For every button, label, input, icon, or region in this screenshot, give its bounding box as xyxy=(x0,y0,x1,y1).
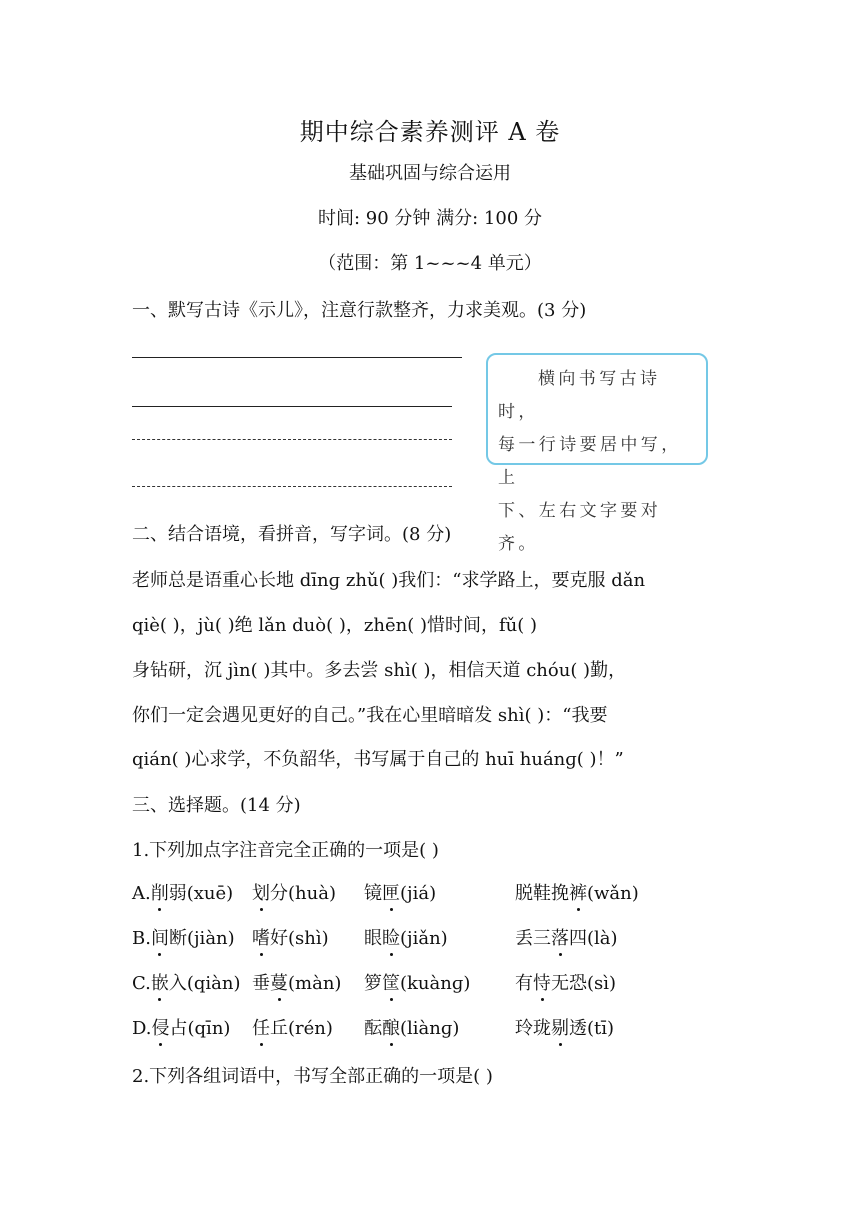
question-1: 1.下列加点字注音完全正确的一项是( ) xyxy=(132,840,439,861)
option-a-item-2: 划分(huà) xyxy=(252,879,336,905)
page-title: 期中综合素养测评 A 卷 xyxy=(299,118,561,146)
writing-tip-box xyxy=(486,353,708,554)
section2-line-2: qiè( )，jù( )绝 lǎn duò( )，zhēn( )惜时间，fǔ( ) xyxy=(132,615,537,636)
writing-line-3[interactable] xyxy=(132,439,452,440)
option-a-item-4: 脱鞋挽裤(wǎn) xyxy=(515,879,639,905)
option-c-item-4: 有恃无恐(sì) xyxy=(515,969,616,995)
option-b-item-2: 嗜好(shì) xyxy=(252,924,329,950)
writing-line-2[interactable] xyxy=(132,406,452,407)
tip-line-1: 横向书写古诗时， xyxy=(498,369,661,422)
option-d-item-2: 任丘(rén) xyxy=(252,1014,333,1040)
option-d-item-1[interactable]: D.侵占(qīn) xyxy=(132,1014,230,1040)
exam-scope: （范围：第 1~~~4 单元） xyxy=(318,253,542,274)
section2-line-3: 身钻研，沉 jìn( )其中。多去尝 shì( )，相信天道 chóu( )勤， xyxy=(132,660,627,681)
tip-line-3: 下、左右文字要对齐。 xyxy=(498,501,662,554)
writing-line-4[interactable] xyxy=(132,486,452,487)
section2-line-1: 老师总是语重心长地 dīnɡ zhǔ( )我们：“求学路上，要克服 dǎn xyxy=(132,570,646,591)
exam-time-score: 时间: 90 分钟 满分: 100 分 xyxy=(318,208,542,229)
option-c-item-2: 垂蔓(màn) xyxy=(252,969,341,995)
option-b-item-4: 丢三落四(là) xyxy=(515,924,618,950)
section3-heading: 三、选择题。(14 分) xyxy=(132,795,301,816)
option-c-item-3: 箩筐(kuànɡ) xyxy=(364,969,470,995)
option-d-item-3: 酝酿(liànɡ) xyxy=(364,1014,459,1040)
section2-line-5: qián( )心求学，不负韶华，书写属于自己的 huī huánɡ( )！” xyxy=(132,749,624,770)
section1-heading: 一、默写古诗《示儿》，注意行款整齐，力求美观。(3 分) xyxy=(132,300,587,321)
question-2: 2.下列各组词语中，书写全部正确的一项是( ) xyxy=(132,1066,493,1087)
section2-heading: 二、结合语境，看拼音，写字词。(8 分) xyxy=(132,524,452,545)
option-a-item-3: 镜匣(jiá) xyxy=(364,879,436,905)
page-subtitle: 基础巩固与综合运用 xyxy=(349,163,511,184)
tip-line-2: 每一行诗要居中写，上 xyxy=(498,435,682,488)
option-a-item-1[interactable]: A.削弱(xuē) xyxy=(132,879,233,905)
option-b-item-1[interactable]: B.间断(jiàn) xyxy=(132,924,235,950)
option-c-item-1[interactable]: C.嵌入(qiàn) xyxy=(132,969,241,995)
writing-line-1[interactable] xyxy=(132,357,462,358)
section2-line-4: 你们一定会遇见更好的自己。”我在心里暗暗发 shì( )：“我要 xyxy=(132,705,608,726)
option-b-item-3: 眼睑(jiǎn) xyxy=(364,924,448,950)
option-d-item-4: 玲珑剔透(tī) xyxy=(515,1014,614,1040)
